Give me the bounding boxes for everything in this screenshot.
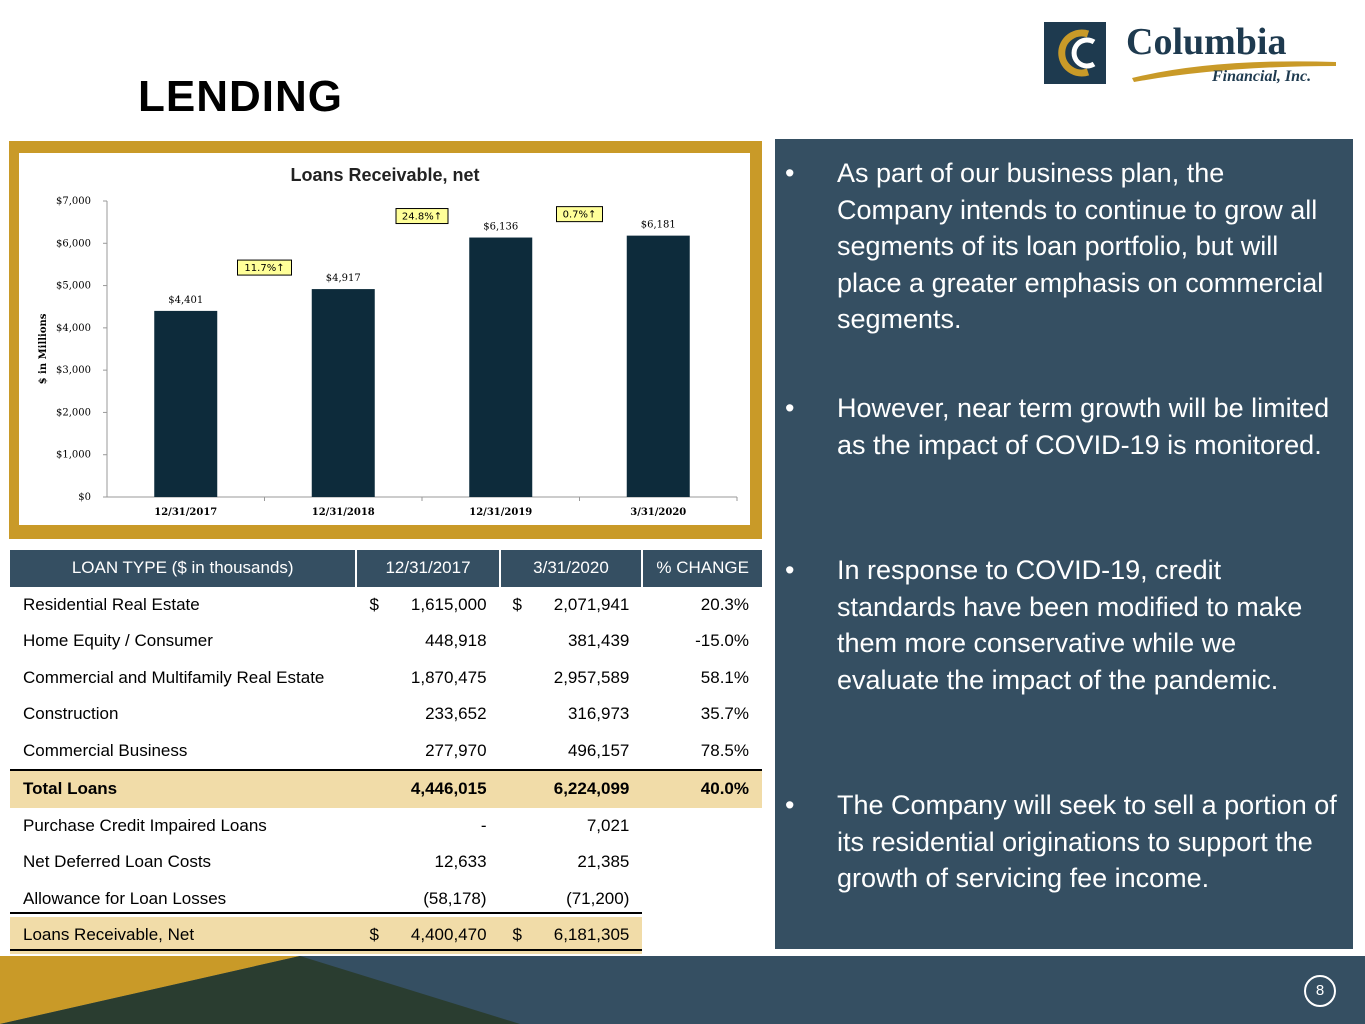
table-row bbox=[10, 587, 762, 624]
header-pct: % CHANGE bbox=[642, 550, 762, 587]
row-label: Commercial Business bbox=[23, 740, 188, 760]
row-pct: 58.1% bbox=[700, 667, 749, 687]
row-pct: 35.7% bbox=[700, 704, 749, 724]
row-label: Residential Real Estate bbox=[23, 594, 200, 614]
divider bbox=[10, 949, 642, 951]
row-v1: 4,446,015 bbox=[356, 770, 499, 808]
row-v1: 448,918 bbox=[425, 631, 487, 651]
row-v2: 6,224,099 bbox=[500, 770, 643, 808]
header-col1: 12/31/2017 bbox=[356, 550, 499, 587]
data-label: $6,136 bbox=[483, 221, 519, 233]
row-v2: 2,957,589 bbox=[553, 667, 630, 687]
growth-label: 24.8%↑ bbox=[401, 211, 443, 223]
y-tick-label: $6,000 bbox=[56, 238, 91, 250]
row-v1: - bbox=[480, 815, 487, 835]
row-label: Home Equity / Consumer bbox=[23, 631, 213, 651]
table-row bbox=[10, 733, 762, 771]
row-v1: 12,633 bbox=[434, 852, 487, 872]
row-label: Total Loans bbox=[10, 770, 356, 808]
bullet-icon: • bbox=[785, 555, 795, 585]
row-v2: 316,973 bbox=[567, 704, 630, 724]
row-v2: 21,385 bbox=[577, 852, 630, 872]
row-v2: 7,021 bbox=[586, 815, 630, 835]
row-v2: 496,157 bbox=[567, 740, 630, 760]
bullet-icon: • bbox=[785, 393, 795, 423]
y-tick-label: $0 bbox=[78, 492, 91, 503]
header-loan-type: LOAN TYPE ($ in thousands) bbox=[10, 550, 356, 587]
y-tick-label: $5,000 bbox=[56, 280, 91, 292]
x-tick-label: 3/31/2020 bbox=[630, 507, 687, 518]
chart-title: Loans Receivable, net bbox=[290, 165, 480, 185]
row-label: Commercial and Multifamily Real Estate bbox=[23, 667, 325, 687]
table-row bbox=[10, 696, 762, 733]
bullet-text: The Company will seek to sell a portion of its residential originations to support the growth of servicing fee income. bbox=[837, 790, 1337, 893]
table-header-row bbox=[10, 550, 762, 587]
row-v2: $ 6,181,305 bbox=[500, 917, 643, 954]
x-tick-label: 12/31/2019 bbox=[469, 507, 533, 518]
y-tick-label: $4,000 bbox=[56, 322, 91, 334]
row-pct bbox=[642, 881, 762, 918]
bar bbox=[469, 238, 532, 497]
row-v2: 381,439 bbox=[567, 631, 630, 651]
bullet-icon: • bbox=[785, 790, 795, 820]
row-pct bbox=[642, 808, 762, 845]
row-pct: 78.5% bbox=[700, 740, 749, 760]
loans-bar-chart bbox=[19, 153, 750, 525]
logo-subtitle: Financial, Inc. bbox=[1212, 68, 1312, 85]
bullet-panel bbox=[775, 139, 1353, 949]
chart-area bbox=[19, 153, 750, 525]
y-tick-label: $2,000 bbox=[56, 407, 91, 419]
row-pct: -15.0% bbox=[695, 631, 749, 651]
data-label: $4,917 bbox=[325, 273, 361, 285]
row-label: Net Deferred Loan Costs bbox=[23, 852, 212, 872]
row-label: Purchase Credit Impaired Loans bbox=[23, 815, 267, 835]
row-label: Construction bbox=[23, 704, 119, 724]
logo-name: Columbia bbox=[1126, 21, 1287, 63]
data-label: $6,181 bbox=[640, 219, 676, 231]
row-pct: 20.3% bbox=[700, 594, 749, 614]
bullet-text: As part of our business plan, the Company intends to continue to grow all segments of its loan portfolio, but will place a greater emphasis on commercial segments. bbox=[837, 158, 1324, 334]
footer-band bbox=[0, 956, 1365, 1024]
y-tick-label: $7,000 bbox=[56, 196, 91, 207]
row-v1: 233,652 bbox=[425, 704, 487, 724]
row-v1: $ 4,400,470 bbox=[356, 917, 499, 954]
x-tick-label: 12/31/2018 bbox=[311, 507, 375, 518]
row-v2: $ 2,071,941 bbox=[512, 594, 630, 614]
growth-label: 0.7%↑ bbox=[562, 209, 597, 221]
table-row bbox=[10, 623, 762, 660]
bullet-icon: • bbox=[785, 158, 795, 188]
y-axis-label: $ in Millions bbox=[38, 313, 49, 385]
bullet-text: In response to COVID-19, credit standards have been modified to make them more conservative while we evaluate the impact of the pandemic. bbox=[837, 555, 1303, 695]
row-v1: $ 1,615,000 bbox=[369, 594, 487, 614]
loans-table bbox=[10, 550, 762, 954]
row-pct bbox=[642, 844, 762, 881]
row-pct: 40.0% bbox=[642, 770, 762, 808]
x-tick-label: 12/31/2017 bbox=[154, 507, 218, 518]
row-v1: (58,178) bbox=[423, 888, 487, 908]
row-label: Loans Receivable, Net bbox=[10, 917, 356, 954]
row-v1: 277,970 bbox=[425, 740, 487, 760]
row-v2: (71,200) bbox=[566, 888, 630, 908]
bar bbox=[312, 289, 375, 497]
bar bbox=[154, 311, 217, 497]
y-tick-label: $3,000 bbox=[56, 365, 91, 377]
total-row bbox=[10, 770, 762, 808]
row-v1: 1,870,475 bbox=[410, 667, 487, 687]
table-row bbox=[10, 808, 762, 845]
page-title: LENDING bbox=[138, 72, 343, 121]
divider bbox=[10, 912, 642, 914]
chart-frame bbox=[9, 141, 762, 539]
table-row bbox=[10, 844, 762, 881]
y-tick-label: $1,000 bbox=[56, 449, 91, 461]
page-number: 8 bbox=[1304, 975, 1336, 1007]
data-label: $4,401 bbox=[168, 294, 204, 306]
bar bbox=[627, 236, 690, 497]
table-row bbox=[10, 660, 762, 697]
growth-label: 11.7%↑ bbox=[244, 263, 285, 275]
header-col2: 3/31/2020 bbox=[500, 550, 643, 587]
row-label: Allowance for Loan Losses bbox=[23, 888, 227, 908]
row-pct bbox=[642, 917, 762, 954]
bullet-text: However, near term growth will be limited as the impact of COVID-19 is monitored. bbox=[837, 393, 1330, 460]
